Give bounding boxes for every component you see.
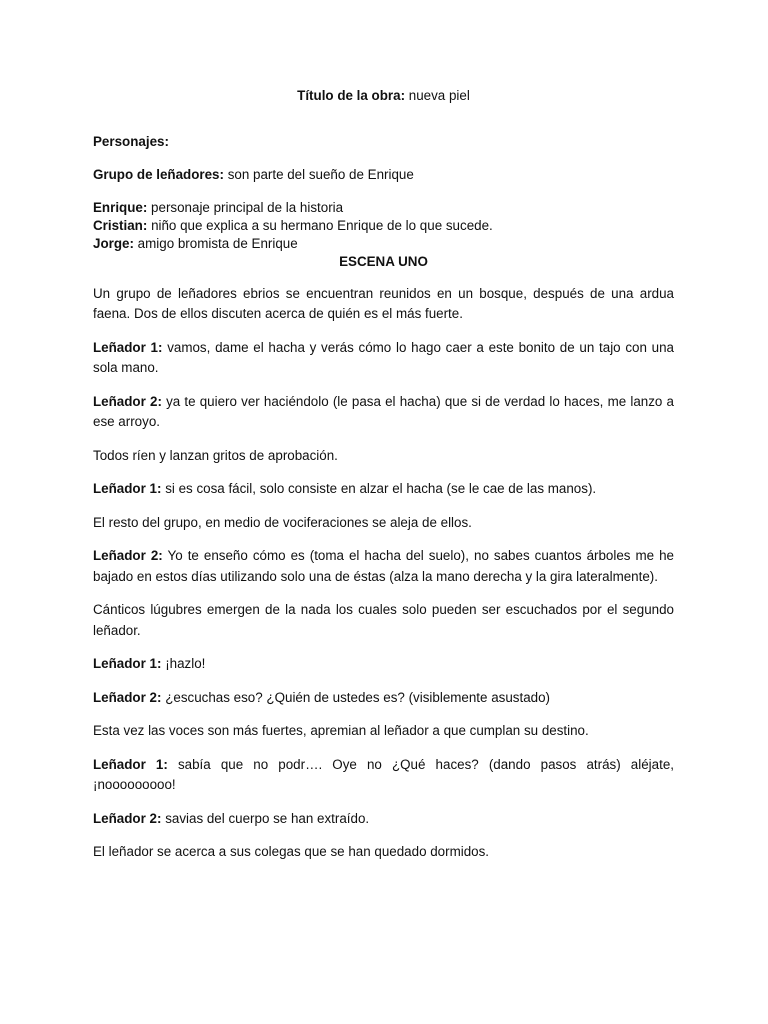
stage-direction <box>93 446 674 467</box>
speaker-label: Leñador 2: <box>93 689 162 705</box>
paragraph-text: vamos, dame el hacha y verás cómo lo hago caer a este bonito de un tajo con una sola mano. <box>93 339 674 375</box>
paragraph-text: ¿escuchas eso? ¿Quién de ustedes es? (visiblemente asustado) <box>165 689 551 705</box>
play-title-label: Título de la obra: <box>297 88 406 103</box>
dialogue-line <box>93 755 674 796</box>
speaker-label: Leñador 2: <box>93 548 163 563</box>
paragraph-text: Esta vez las voces son más fuertes, apremian al leñador a que cumplan su destino. <box>93 723 589 738</box>
play-title <box>93 86 674 107</box>
stage-direction <box>93 721 674 742</box>
paragraph-text: El leñador se acerca a sus colegas que se han quedado dormidos. <box>93 844 490 859</box>
cast-entry-enrique <box>93 199 674 217</box>
document-page <box>93 86 674 876</box>
cast-list <box>93 199 674 271</box>
personajes-heading <box>93 132 674 153</box>
cast-text: amigo bromista de Enrique <box>137 235 298 251</box>
paragraph-text: Un grupo de leñadores ebrios se encuentran reunidos en un bosque, después de una ardua faena. Dos de ellos discuten acerca de quién es el más fuerte. <box>93 285 674 321</box>
cast-label: Jorge: <box>93 235 134 251</box>
scene-heading: ESCENA UNO <box>339 253 428 269</box>
dialogue-line <box>93 809 674 830</box>
cast-label: Enrique: <box>93 199 148 215</box>
dialogue-line <box>93 546 674 587</box>
cast-text: niño que explica a su hermano Enrique de lo que sucede. <box>151 217 493 233</box>
grupo-description <box>93 165 674 186</box>
play-title-value: nueva piel <box>408 88 470 103</box>
speaker-label: Leñador 1: <box>93 339 163 355</box>
speaker-label: Leñador 1: <box>93 656 162 671</box>
dialogue-line <box>93 479 674 500</box>
personajes-heading-text: Personajes: <box>93 133 169 149</box>
cast-label: Cristian: <box>93 217 148 233</box>
paragraph-text: ¡hazlo! <box>165 656 206 671</box>
stage-direction <box>93 842 674 863</box>
stage-direction <box>93 284 674 325</box>
dialogue-line <box>93 392 674 433</box>
dialogue-line <box>93 338 674 379</box>
cast-entry-cristian <box>93 217 674 235</box>
speaker-label: Leñador 1: <box>93 756 168 772</box>
stage-direction <box>93 600 674 641</box>
speaker-label: Leñador 2: <box>93 810 162 826</box>
grupo-label: Grupo de leñadores: <box>93 167 224 182</box>
dialogue-line <box>93 688 674 709</box>
paragraph-text: savias del cuerpo se han extraído. <box>165 810 370 826</box>
paragraph-text: Cánticos lúgubres emergen de la nada los cuales solo pueden ser escuchados por el segundo leñador. <box>93 602 674 638</box>
grupo-text: son parte del sueño de Enrique <box>227 167 414 182</box>
speaker-label: Leñador 2: <box>93 393 162 409</box>
cast-entry-jorge <box>93 235 674 253</box>
cast-text: personaje principal de la historia <box>151 199 344 215</box>
stage-direction <box>93 513 674 534</box>
dialogue-line <box>93 654 674 675</box>
paragraph-text: Todos ríen y lanzan gritos de aprobación. <box>93 447 338 463</box>
paragraph-text: sabía que no podr…. Oye no ¿Qué haces? (dando pasos atrás) aléjate, ¡nooooooooo! <box>93 756 674 792</box>
paragraph-text: si es cosa fácil, solo consiste en alzar el hacha (se le cae de las manos). <box>165 481 597 496</box>
script-body <box>93 284 674 863</box>
paragraph-text: El resto del grupo, en medio de vociferaciones se aleja de ellos. <box>93 514 472 530</box>
paragraph-text: Yo te enseño cómo es (toma el hacha del suelo), no sabes cuantos árboles me he bajado en estos días utilizando solo una de éstas (alza la mano derecha y la gira lateralmente). <box>93 548 675 584</box>
paragraph-text: ya te quiero ver haciéndolo (le pasa el hacha) que si de verdad lo haces, me lanzo a ese arroyo. <box>93 393 674 429</box>
speaker-label: Leñador 1: <box>93 481 162 496</box>
